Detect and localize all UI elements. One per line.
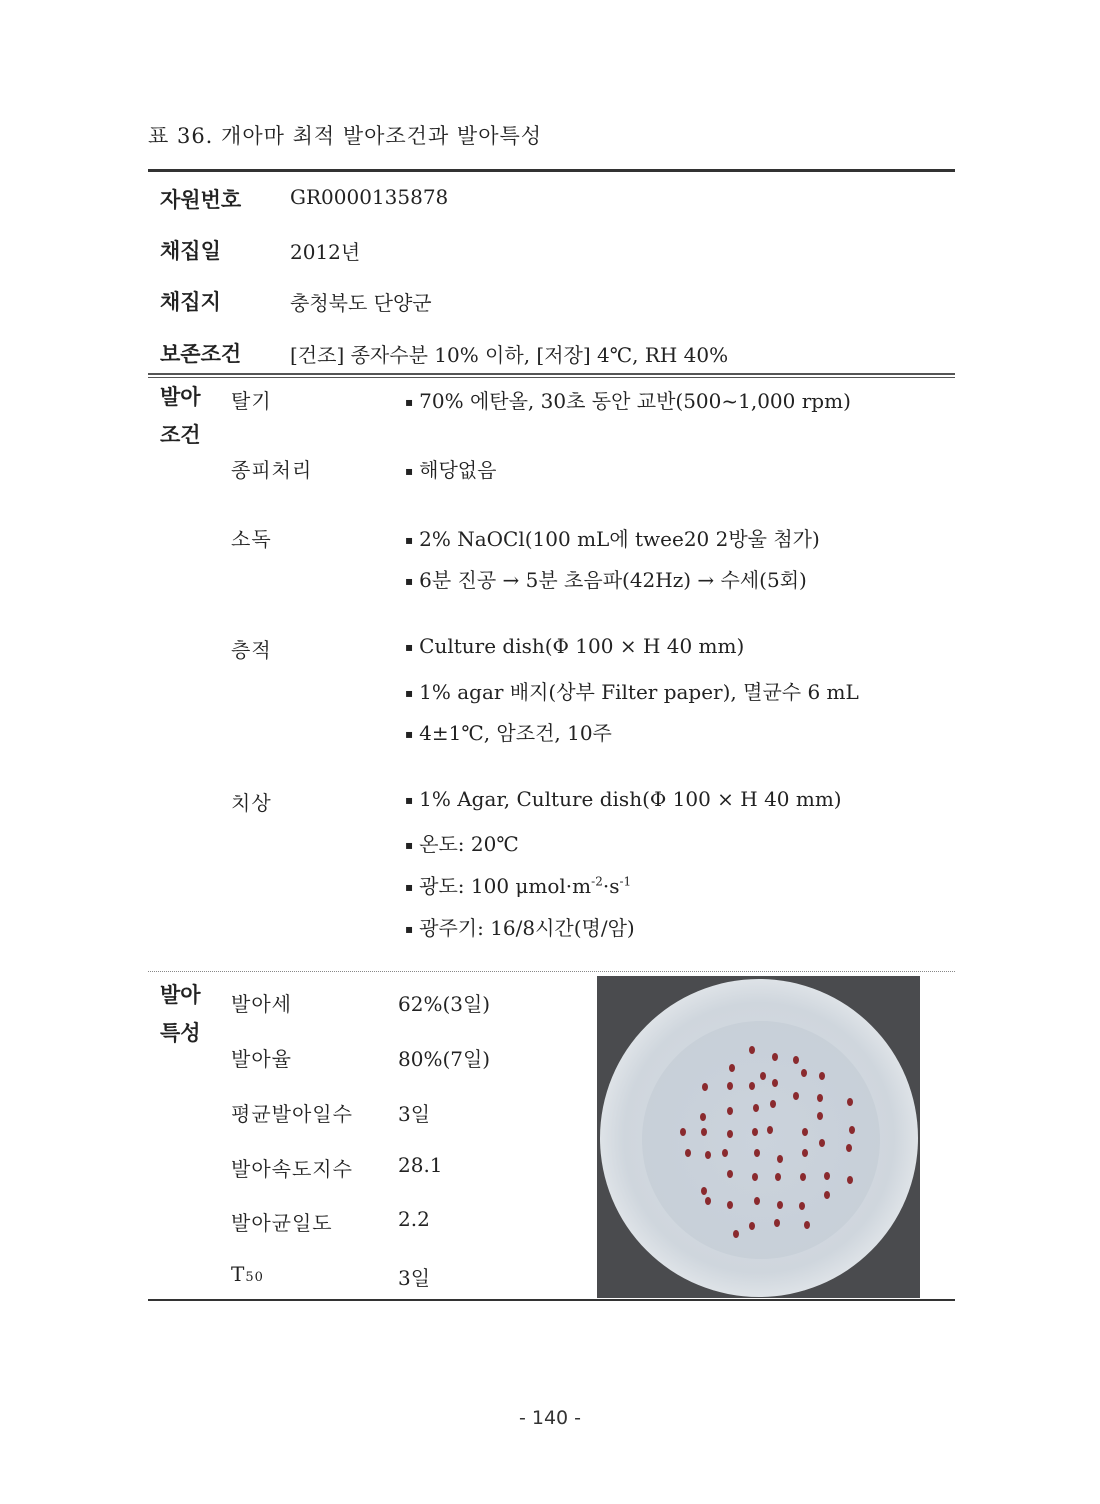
seed — [819, 1072, 825, 1080]
condition-bullet: ▪ 70% 에탄올, 30초 동안 교반(500~1,000 rpm) — [405, 385, 851, 414]
seed — [727, 1170, 733, 1178]
seed — [754, 1197, 760, 1205]
seed — [701, 1187, 707, 1195]
info-label-resource-number: 자원번호 — [160, 188, 242, 212]
condition-bullet: ▪ Culture dish(Φ 100 × H 40 mm) — [405, 634, 744, 658]
seed — [799, 1202, 805, 1210]
seed — [770, 1100, 776, 1108]
condition-bullet: ▪ 1% Agar, Culture dish(Φ 100 × H 40 mm) — [405, 787, 842, 811]
seed — [801, 1069, 807, 1077]
seed — [772, 1053, 778, 1061]
condition-label-disinfection: 소독 — [231, 527, 272, 551]
condition-label-seedcoat: 종피처리 — [231, 458, 313, 482]
condition-label-stratification: 층적 — [231, 638, 272, 662]
table-caption: 표 36. 개아마 최적 발아조건과 발아특성 — [148, 124, 543, 148]
seed — [847, 1098, 853, 1106]
seed — [824, 1172, 830, 1180]
condition-bullet: ▪ 2% NaOCl(100 mL에 twee20 2방울 첨가) — [405, 523, 820, 552]
seed — [680, 1128, 686, 1136]
seed — [702, 1083, 708, 1091]
condition-bullet: ▪ 해당없음 — [405, 454, 496, 483]
seed — [817, 1094, 823, 1102]
seed — [802, 1149, 808, 1157]
char-label-uniformity: 발아균일도 — [231, 1211, 333, 1235]
condition-bullet: ▪ 1% agar 배지(상부 Filter paper), 멸균수 6 mL — [405, 676, 859, 705]
section-label-conditions — [160, 378, 220, 454]
light-text: 광도: 100 μmol·m — [419, 874, 592, 898]
char-label-mean-days: 평균발아일수 — [231, 1102, 353, 1126]
info-value-resource-number: GR0000135878 — [290, 185, 449, 209]
seed — [802, 1128, 808, 1136]
seed — [733, 1230, 739, 1238]
seed — [754, 1149, 760, 1157]
condition-bullet-light — [405, 870, 631, 899]
double-rule — [148, 373, 955, 378]
char-label-rate: 발아율 — [231, 1047, 292, 1071]
info-label-storage: 보존조건 — [160, 342, 242, 366]
seed — [774, 1219, 780, 1227]
seed — [800, 1173, 806, 1181]
seed — [753, 1104, 759, 1112]
seed — [772, 1079, 778, 1087]
info-label-collection-date: 채집일 — [160, 239, 221, 263]
seed — [824, 1191, 830, 1199]
section-label-line-1: 발아 — [160, 983, 201, 1007]
seed — [777, 1201, 783, 1209]
page-number: - 140 - — [518, 1407, 582, 1429]
seed — [705, 1197, 711, 1205]
bottom-rule — [148, 1299, 955, 1301]
light-mid: ·s — [602, 874, 620, 898]
char-value-rate: 80%(7일) — [398, 1047, 491, 1071]
seed — [722, 1149, 728, 1157]
condition-label-sowing: 치상 — [231, 791, 272, 815]
seed — [727, 1130, 733, 1138]
seed — [817, 1112, 823, 1120]
char-label-speed-index: 발아속도지수 — [231, 1157, 353, 1181]
char-value-mean-days: 3일 — [398, 1102, 431, 1126]
char-value-uniformity: 2.2 — [398, 1207, 430, 1231]
seed — [760, 1072, 766, 1080]
seed — [727, 1107, 733, 1115]
section-label-line-1: 발아 — [160, 385, 201, 409]
condition-label-degassing: 탈기 — [231, 389, 272, 413]
char-value-vigor: 62%(3일) — [398, 992, 491, 1016]
condition-bullet: ▪ 6분 진공 → 5분 초음파(42Hz) → 수세(5회) — [405, 564, 807, 593]
seed — [705, 1151, 711, 1159]
seed — [819, 1139, 825, 1147]
section-label-line-2: 특성 — [160, 1021, 201, 1045]
seed — [749, 1046, 755, 1054]
seed — [752, 1173, 758, 1181]
light-exp-2: -1 — [619, 874, 632, 889]
info-label-collection-site: 채집지 — [160, 290, 221, 314]
seed-dish-photo — [597, 976, 920, 1298]
seed — [700, 1113, 706, 1121]
char-label-t50: T50 — [231, 1262, 264, 1286]
section-label-characteristics — [160, 976, 220, 1052]
condition-bullet: ▪ 광주기: 16/8시간(명/암) — [405, 912, 635, 941]
seed — [752, 1128, 758, 1136]
dish-inner — [642, 1021, 880, 1259]
info-value-collection-site: 충청북도 단양군 — [290, 291, 432, 315]
seed — [846, 1144, 852, 1152]
dotted-rule — [148, 971, 955, 972]
char-value-t50: 3일 — [398, 1266, 431, 1290]
seed — [729, 1064, 735, 1072]
seed — [793, 1056, 799, 1064]
condition-bullet: ▪ 4±1℃, 암조건, 10주 — [405, 717, 612, 746]
seed — [847, 1176, 853, 1184]
seed — [701, 1128, 707, 1136]
seed — [804, 1221, 810, 1229]
char-label-vigor: 발아세 — [231, 992, 292, 1016]
light-exp-1: -2 — [591, 874, 603, 889]
seed — [727, 1082, 733, 1090]
seed — [749, 1082, 755, 1090]
info-value-storage: [건조] 종자수분 10% 이하, [저장] 4℃, RH 40% — [290, 343, 729, 367]
seed — [685, 1149, 691, 1157]
seed — [777, 1155, 783, 1163]
condition-bullet: ▪ 온도: 20℃ — [405, 828, 519, 857]
info-value-collection-date: 2012년 — [290, 240, 361, 264]
seed — [775, 1173, 781, 1181]
char-value-speed-index: 28.1 — [398, 1153, 443, 1177]
section-label-line-2: 조건 — [160, 423, 201, 447]
seed — [849, 1126, 855, 1134]
top-rule — [148, 169, 955, 172]
seed — [749, 1222, 755, 1230]
seed — [767, 1126, 773, 1134]
seed — [727, 1201, 733, 1209]
seed — [793, 1092, 799, 1100]
